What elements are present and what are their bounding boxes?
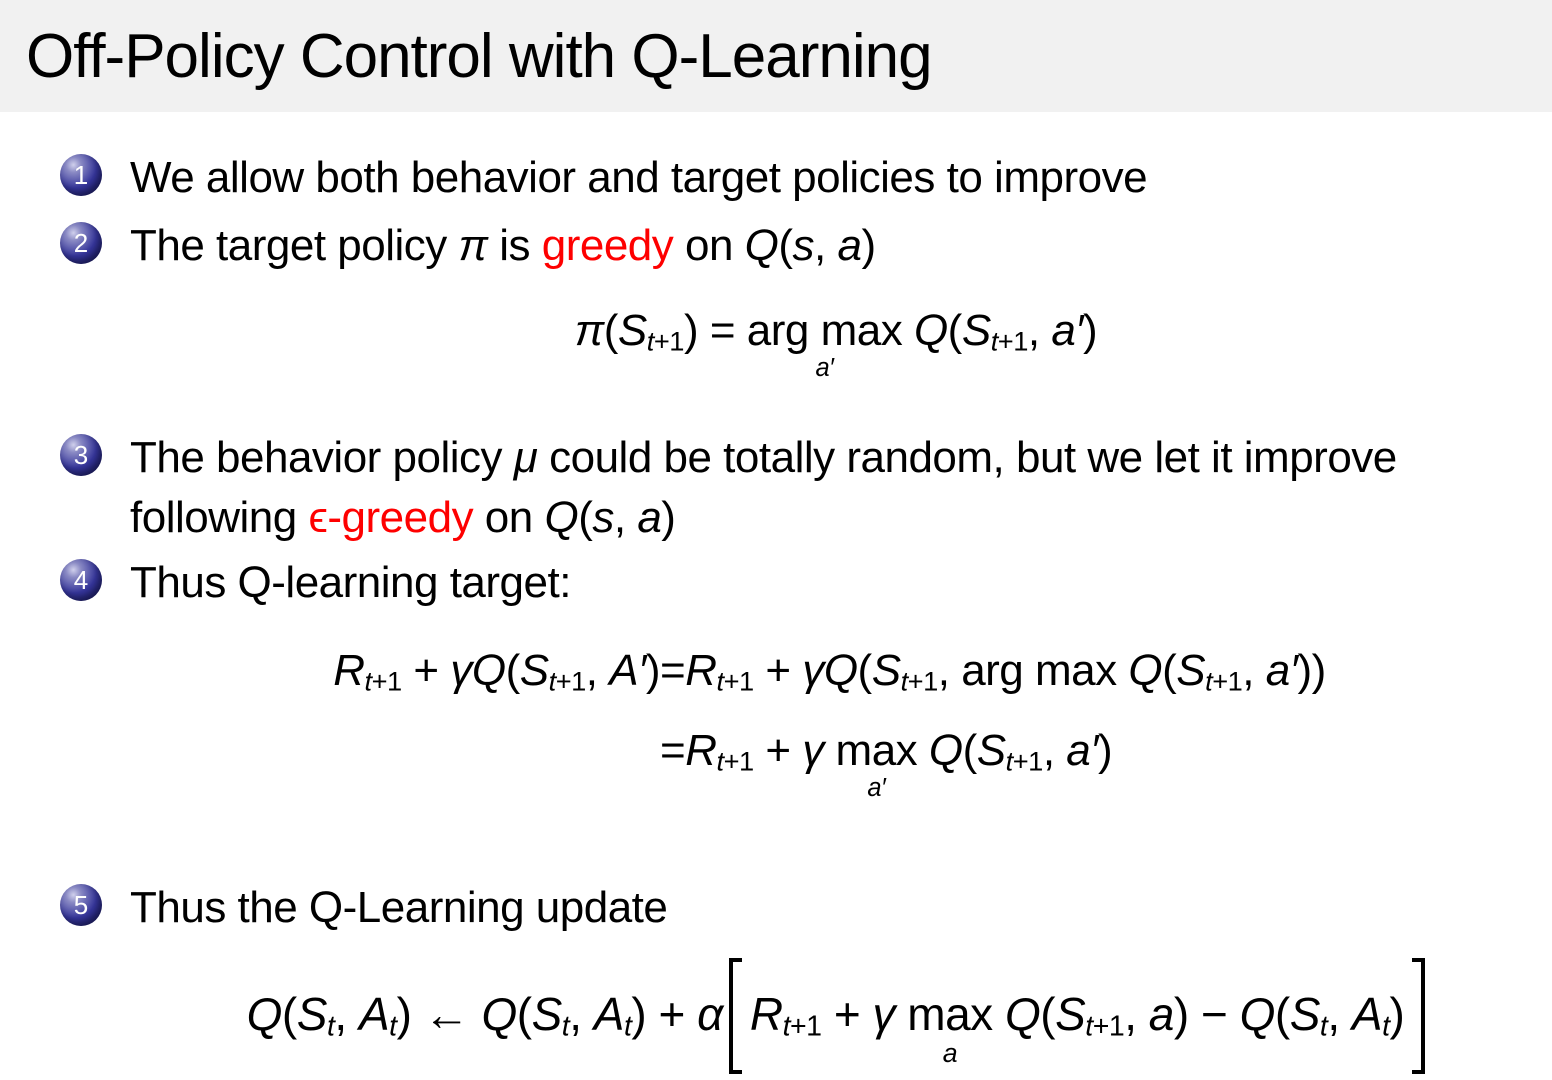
math-token: ( — [281, 988, 297, 1040]
math-token: ( — [857, 646, 872, 695]
equation-target-line-1 — [0, 642, 1552, 710]
bullet-number-badge-4 — [60, 559, 102, 601]
math-token: t — [1382, 1010, 1390, 1043]
math-token: t — [1319, 1010, 1328, 1043]
math-token: We allow both behavior and target policies to improve — [130, 153, 1148, 202]
operator-with-under-subscript: max a′ — [835, 726, 918, 803]
math-token: S — [871, 646, 901, 695]
math-token: R — [333, 646, 365, 695]
math-token: ( — [505, 646, 520, 695]
math-token: S — [1289, 988, 1320, 1040]
math-token: +1 — [723, 665, 754, 697]
math-token: +1 — [907, 665, 938, 697]
equation-target-line1-lhs — [0, 642, 660, 710]
math-token: a — [637, 493, 662, 542]
bullet-text-3 — [130, 428, 1397, 548]
math-token — [917, 726, 929, 775]
math-token: ) = — [683, 306, 747, 355]
math-token: t — [548, 665, 556, 697]
math-token: S — [1055, 988, 1086, 1040]
math-token: Q — [471, 646, 506, 695]
math-token: A — [1351, 988, 1383, 1040]
math-token: ϵ-greedy — [308, 493, 474, 542]
bullet-number-badge-3 — [60, 434, 102, 476]
math-token: , — [1327, 988, 1352, 1040]
math-token: Q — [928, 726, 963, 776]
math-token: γ — [802, 726, 836, 776]
math-token: t — [646, 325, 654, 357]
math-token: S — [296, 988, 327, 1040]
math-token: t — [1085, 1010, 1093, 1043]
math-token: , — [1242, 646, 1266, 695]
math-token: following — [130, 493, 309, 542]
math-token: +1 — [653, 325, 684, 357]
equation-target-line1-rhs — [660, 642, 1326, 710]
math-token: ) — [1389, 988, 1405, 1040]
math-token: Q — [1128, 646, 1163, 695]
math-token: on — [673, 221, 745, 270]
math-token: Thus Q-learning target: — [130, 558, 571, 607]
bullet-item-2 — [60, 216, 876, 276]
math-token: t — [990, 325, 998, 357]
math-token: , — [613, 493, 638, 542]
math-token: a′ — [1051, 306, 1084, 355]
math-token: R — [749, 988, 783, 1040]
math-token: ) — [861, 221, 876, 270]
slide-title: Off-Policy Control with Q-Learning — [26, 21, 932, 91]
math-token: ( — [516, 988, 532, 1040]
math-token: t — [1205, 665, 1213, 697]
math-token: t — [716, 745, 724, 777]
math-token: +1 — [723, 745, 754, 777]
math-token: +1 — [1212, 665, 1243, 697]
math-token: Q — [913, 306, 948, 355]
math-token: γ — [450, 646, 472, 695]
math-token: )) — [1297, 646, 1326, 695]
math-token: Q — [246, 988, 282, 1040]
math-token: S — [519, 646, 549, 695]
math-token: s — [592, 493, 614, 542]
bullet-text-4 — [130, 553, 571, 613]
math-token: Q — [823, 646, 858, 695]
math-token — [993, 988, 1005, 1040]
math-token: π — [574, 306, 604, 355]
math-token: γ — [802, 646, 824, 695]
equation-q-learning-update — [60, 958, 1552, 1074]
math-token: S — [531, 988, 562, 1040]
math-token: ) ← — [396, 988, 482, 1040]
bullet-number: 2 — [73, 227, 89, 258]
math-token: A′ — [609, 646, 646, 695]
equation-target-line-2 — [0, 722, 1552, 802]
math-token: R — [685, 726, 717, 776]
math-token — [902, 306, 914, 355]
math-token: +1 — [790, 1010, 822, 1043]
math-token: t — [900, 665, 908, 697]
math-token: t — [1005, 745, 1013, 777]
math-token: A — [593, 988, 624, 1040]
math-token: +1 — [555, 665, 586, 697]
math-token: ) + — [631, 988, 698, 1040]
math-token: ( — [1040, 988, 1056, 1040]
math-token: π — [458, 221, 488, 270]
math-token: ( — [1162, 646, 1177, 695]
math-token: t — [782, 1010, 791, 1043]
bullet-number: 3 — [73, 439, 89, 470]
math-token: a — [837, 221, 862, 270]
math-token: a′ — [1265, 646, 1298, 695]
math-token: +1 — [1092, 1010, 1125, 1043]
math-token: ) − — [1173, 988, 1240, 1040]
math-token: S — [1176, 646, 1206, 695]
bullet-number: 4 — [73, 564, 89, 595]
math-token: A — [358, 988, 390, 1040]
bullet-number: 5 — [73, 889, 89, 920]
math-token: t — [364, 665, 372, 697]
math-token: , — [1124, 988, 1149, 1040]
bullet-text-1 — [130, 148, 1147, 208]
math-token: a′ — [1066, 726, 1099, 776]
math-token: t — [716, 665, 724, 697]
math-token: , — [1042, 726, 1067, 776]
big-right-bracket — [1412, 958, 1425, 1074]
math-token: Thus the Q-Learning update — [130, 883, 668, 932]
math-token: + — [753, 726, 803, 776]
math-token: μ — [513, 433, 538, 482]
math-token: t — [561, 1010, 570, 1043]
math-token: +1 — [997, 325, 1028, 357]
math-token: ( — [578, 493, 593, 542]
equation-greedy-policy — [60, 306, 1552, 382]
math-token: ( — [947, 306, 962, 355]
bullet-number-badge-2 — [60, 222, 102, 264]
math-token: = — [660, 646, 686, 695]
math-token: Q — [1239, 988, 1275, 1040]
math-token: , — [814, 221, 838, 270]
math-token: , — [569, 988, 594, 1040]
math-token: on — [473, 493, 545, 542]
math-token: + — [753, 646, 803, 695]
operator-with-under-subscript: max a — [907, 988, 993, 1068]
math-token: could be totally random, but we let it improve — [537, 433, 1397, 482]
bullet-item-5 — [60, 878, 667, 938]
math-token: t — [326, 1010, 335, 1043]
equation-q-learning-target — [0, 642, 1552, 802]
bullet-item-4 — [60, 553, 571, 613]
math-token: ) — [1098, 726, 1113, 776]
math-token: + — [401, 646, 451, 695]
math-token: is — [487, 221, 542, 270]
math-token: γ — [872, 988, 908, 1040]
math-token: t — [623, 1010, 632, 1043]
math-token: ( — [1274, 988, 1290, 1040]
math-token: S — [961, 306, 991, 355]
math-token: s — [792, 221, 815, 270]
math-token: ( — [962, 726, 977, 776]
operator-with-under-subscript: arg max a′ — [746, 306, 903, 382]
math-token: S — [617, 306, 647, 355]
math-token: ) — [661, 493, 676, 542]
bullet-item-1 — [60, 148, 1147, 208]
math-token: = — [660, 726, 686, 776]
math-token: , — [1027, 306, 1052, 355]
math-token: , — [937, 646, 962, 695]
bullet-number-badge-5 — [60, 884, 102, 926]
math-token: Q — [1004, 988, 1041, 1040]
math-token: t — [389, 1010, 397, 1043]
math-token: The target policy — [130, 221, 459, 270]
math-token: , — [334, 988, 359, 1040]
bullet-text-5 — [130, 878, 667, 938]
bullet-number-badge-1 — [60, 154, 102, 196]
frame-title-bar — [0, 0, 1552, 112]
math-token: Q — [544, 493, 579, 542]
big-left-bracket — [729, 958, 742, 1074]
math-token: , — [585, 646, 610, 695]
math-token: a — [1148, 988, 1174, 1040]
math-token: The behavior policy — [130, 433, 514, 482]
bullet-item-3 — [60, 428, 1397, 548]
math-token: Q — [744, 221, 779, 270]
equation-target-line2-rhs — [660, 722, 1112, 802]
math-token: greedy — [541, 221, 674, 270]
math-token: +1 — [1012, 745, 1043, 777]
math-token: S — [976, 726, 1006, 776]
math-token: α — [697, 988, 723, 1040]
math-token: +1 — [371, 665, 402, 697]
bullet-text-2 — [130, 216, 876, 276]
math-token: ) — [645, 646, 660, 695]
math-token: Q — [481, 988, 517, 1040]
math-token: ( — [603, 306, 618, 355]
math-token: + — [821, 988, 873, 1040]
bullet-number: 1 — [73, 159, 89, 190]
math-token: ( — [778, 221, 793, 270]
math-token: ) — [1083, 306, 1098, 355]
math-token: R — [685, 646, 717, 695]
math-token: arg max — [961, 646, 1129, 695]
